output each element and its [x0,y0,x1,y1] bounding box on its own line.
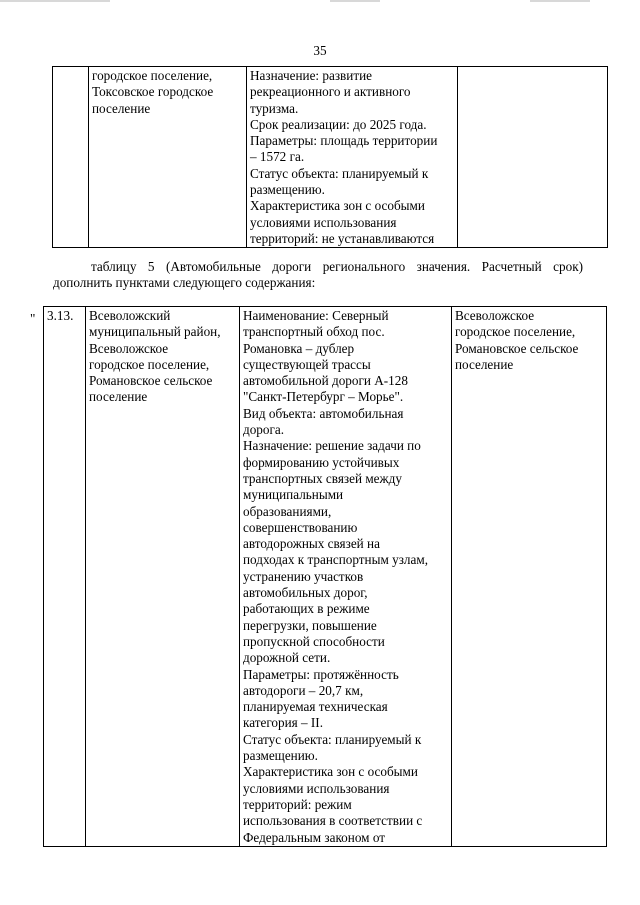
description-cell [240,307,452,847]
row-number-cell [53,67,89,248]
intro-line: таблицу 5 (Автомобильные дороги регионального значения. Расчетный срок) [91,259,583,274]
cell-line: перегрузки, повышение [243,617,377,633]
cell-line: Всеволожское [89,340,169,356]
cell-line: Параметры: площадь территории [250,133,438,149]
scan-artifact [530,0,590,2]
cell-line: муниципальными [243,487,344,503]
roads-table [43,306,607,847]
cell-line: муниципальный район, [89,324,221,340]
cell-line: Статус объекта: планируемый к [250,165,429,181]
cell-line: Романовское сельское [89,373,213,389]
cell-line: Романовка – дублер [243,340,355,356]
cell-line: условиями использования [243,780,390,796]
cell-line: автомобильных дорог, [243,585,368,601]
cell-line: автодорожных связей на [243,536,380,552]
cell-line: поселение [89,389,148,405]
cell-line: Статус объекта: планируемый к [243,731,422,747]
scan-artifact [0,0,110,2]
cell-line: подходах к транспортным узлам, [243,552,428,568]
cell-line: работающих в режиме [243,601,370,617]
cell-line: Характеристика зон с особыми [250,198,425,214]
continued-table [52,66,608,248]
settlements-cell [452,307,607,847]
location-cell [86,307,240,847]
cell-line: Вид объекта: автомобильная [243,405,404,421]
cell-line: планируемая техническая [243,699,388,715]
cell-line: устранению участков [243,568,364,584]
cell-line: размещению. [250,182,325,198]
cell-line: городское поселение, [455,324,576,340]
cell-line: пропускной способности [243,633,385,649]
cell-line: автомобильной дороги А-128 [243,373,408,389]
cell-line: Параметры: протяжённость [243,666,399,682]
cell-line: существующей трассы [243,356,371,372]
cell-line: поселение [92,100,151,116]
scan-artifact [330,0,380,2]
cell-line: поселение [455,356,514,372]
cell-line: Федеральным законом от [243,829,385,845]
cell-line: городское поселение, [89,356,210,372]
cell-line: территорий: не устанавливаются [250,230,435,246]
cell-line: Назначение: развитие [250,68,372,83]
description-cell [247,67,458,248]
cell-line: Всеволожский [89,308,171,323]
table-row [53,67,608,248]
cell-line: Токсовское городское [92,84,214,100]
cell-line: Всеволожское [455,308,535,323]
row-number: 3.13. [47,308,74,323]
cell-line: "Санкт-Петербург – Морье". [243,389,404,405]
cell-line: автодороги – 20,7 км, [243,682,364,698]
cell-line: условиями использования [250,214,397,230]
cell-line: – 1572 га. [250,149,305,165]
cell-line: размещению. [243,748,318,764]
cell-line: категория – II. [243,715,323,731]
cell-line: совершенствованию [243,519,358,535]
cell-line: формированию устойчивых [243,454,400,470]
page-number: 35 [313,43,327,58]
cell-line: Назначение: решение задачи по [243,438,421,454]
cell-line: городское поселение, [92,68,213,83]
intro-line: дополнить пунктами следующего содержания: [53,275,316,290]
cell-line: Характеристика зон с особыми [243,764,418,780]
cell-line: туризма. [250,100,299,116]
settlements-cell [458,67,608,248]
row-number-cell [44,307,86,847]
cell-line: транспортный обход пос. [243,324,385,340]
cell-line: использования в соответствии с [243,813,423,829]
location-cell [89,67,247,248]
opening-quote: " [30,311,36,326]
cell-line: Срок реализации: до 2025 года. [250,116,427,132]
cell-line: рекреационного и активного [250,84,411,100]
cell-line: дорога. [243,422,285,438]
cell-line: дорожной сети. [243,650,331,666]
cell-line: Наименование: Северный [243,308,389,323]
cell-line: Романовское сельское [455,340,579,356]
cell-line: образованиями, [243,503,332,519]
cell-line: транспортных связей между [243,470,402,486]
cell-line: территорий: режим [243,796,352,812]
table-row [44,307,607,847]
